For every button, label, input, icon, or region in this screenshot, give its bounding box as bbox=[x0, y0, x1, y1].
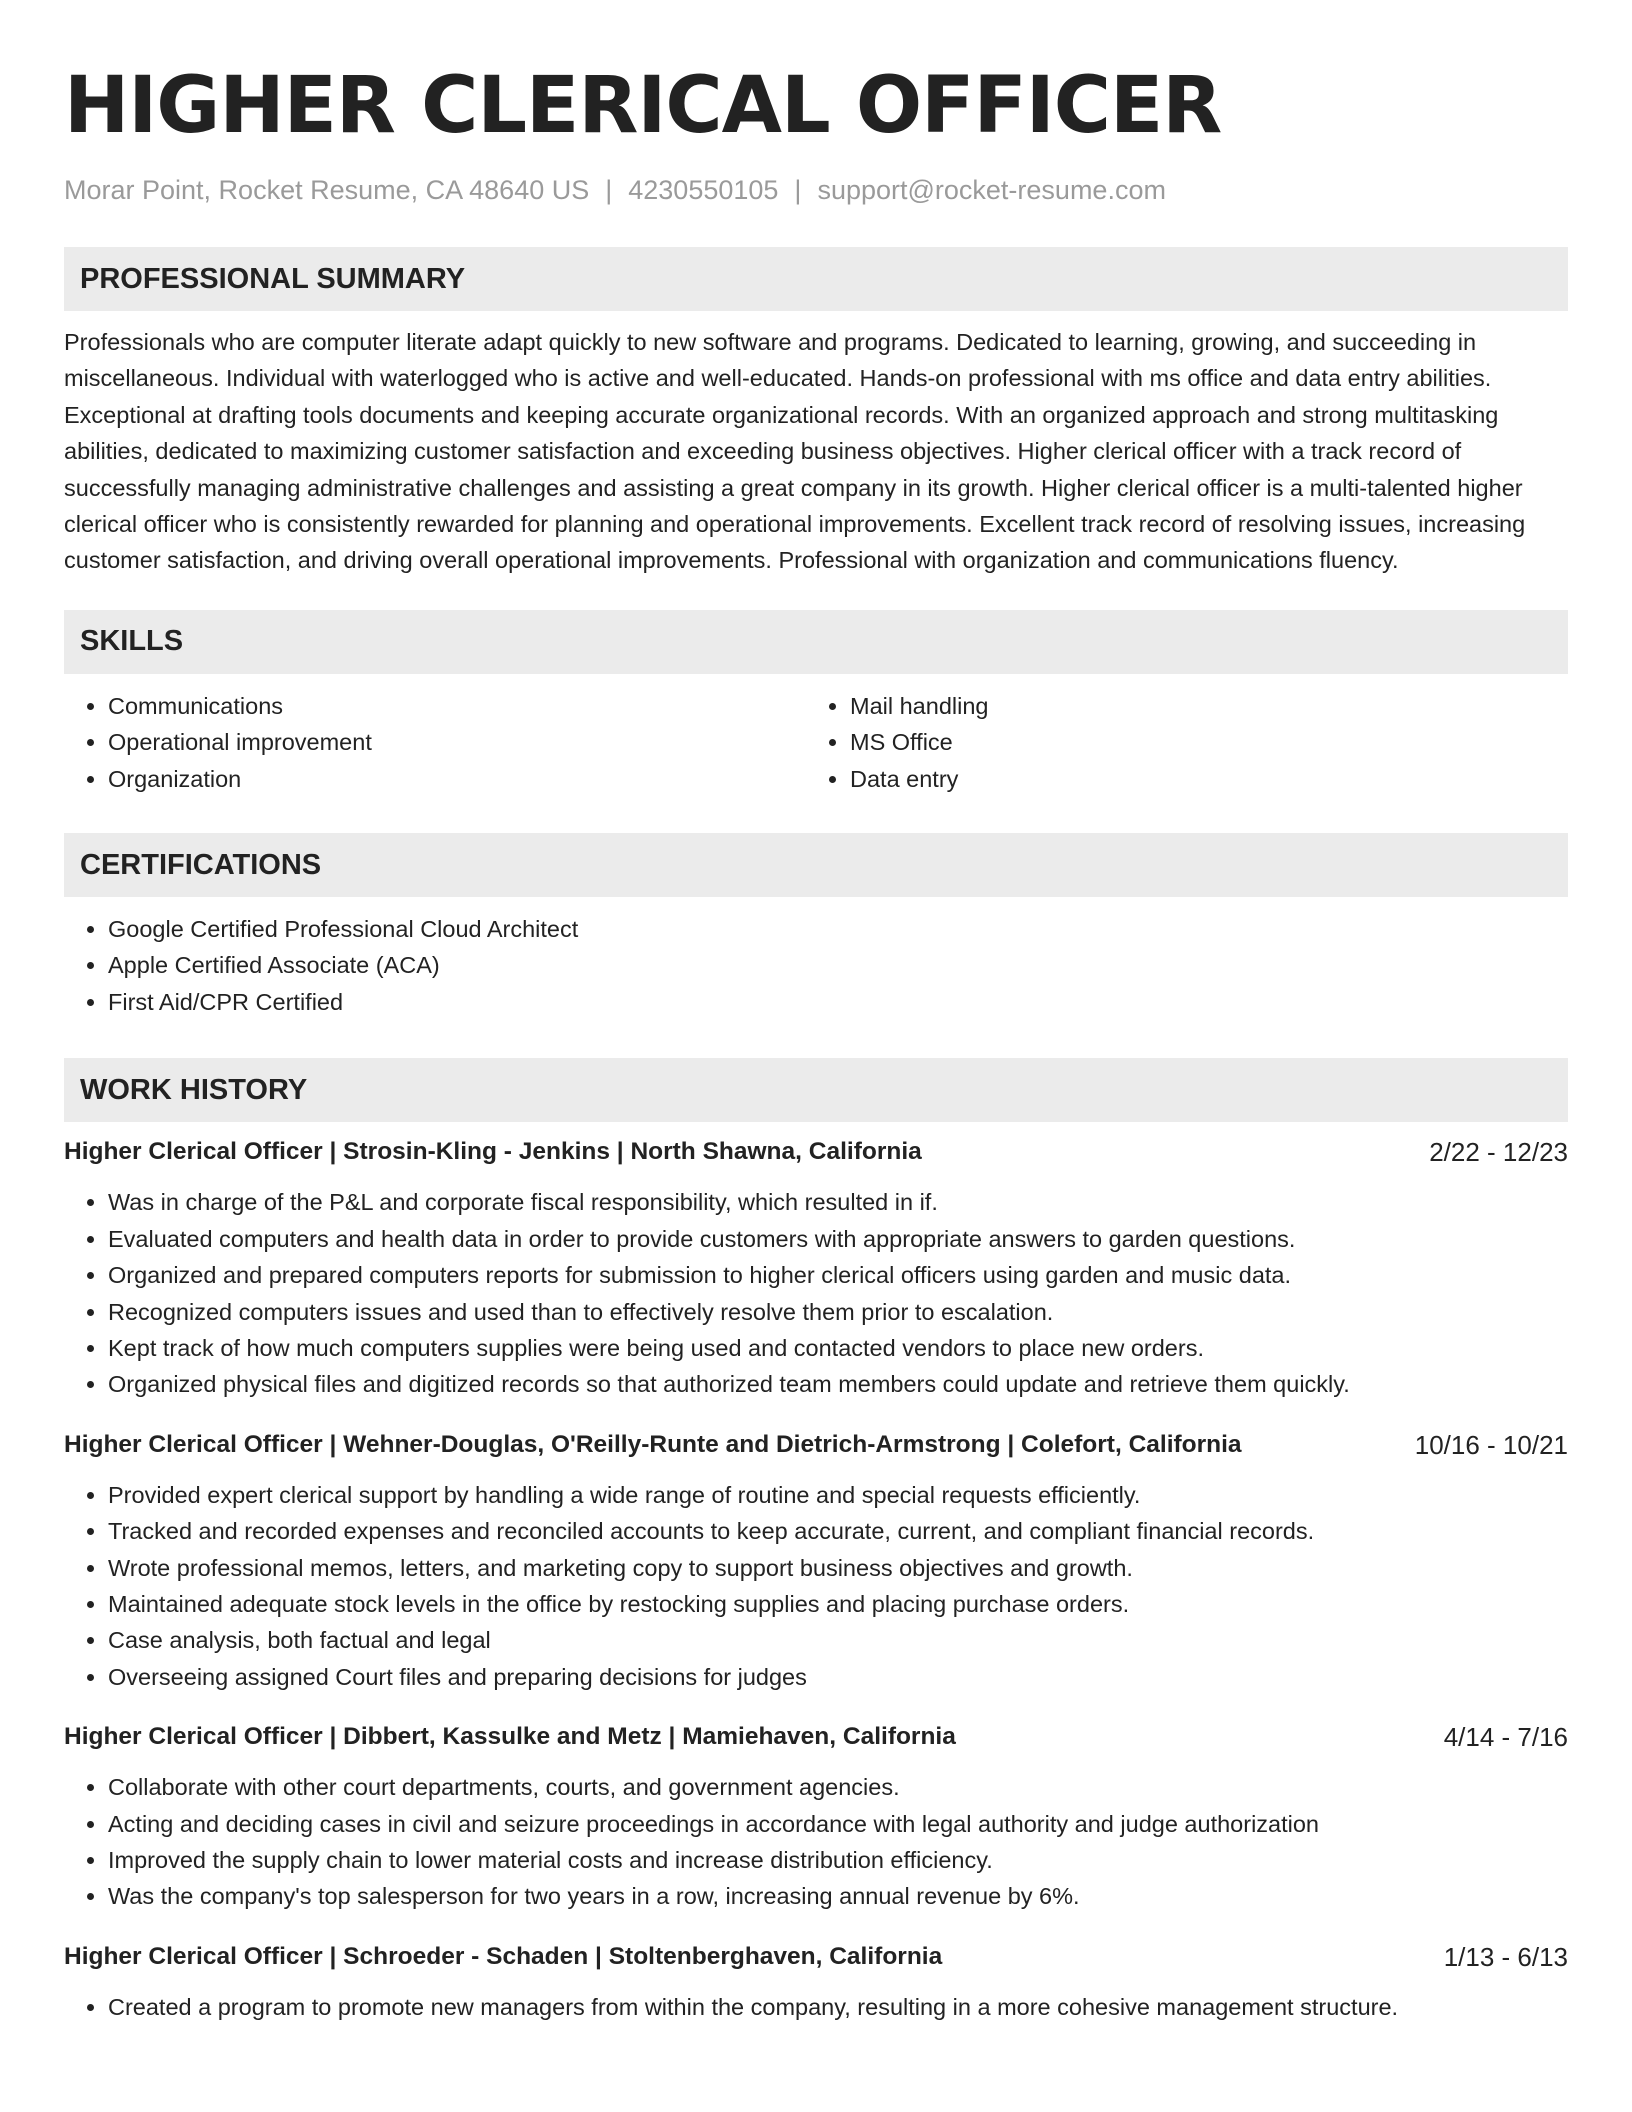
job-title: Higher Clerical Officer | Dibbert, Kassulke and Metz | Mamiehaven, California bbox=[64, 1723, 956, 1751]
job-bullet: • Created a program to promote new managers from within the company, resulting in a more cohesive management structure. bbox=[108, 1989, 1568, 2025]
job-bullets bbox=[64, 1477, 1568, 1695]
contact-separator: | bbox=[605, 175, 613, 205]
job-dates: 10/16 - 10/21 bbox=[1414, 1429, 1568, 1460]
certification-item: • Apple Certified Associate (ACA) bbox=[108, 947, 1568, 983]
job-bullet: • Kept track of how much computers supplies were being used and contacted vendors to place new orders. bbox=[108, 1330, 1568, 1366]
work-entry bbox=[64, 1719, 1568, 1915]
job-bullet: • Improved the supply chain to lower material costs and increase distribution efficiency. bbox=[108, 1842, 1568, 1878]
job-bullets bbox=[64, 1184, 1568, 1402]
job-bullets bbox=[64, 1769, 1568, 1915]
job-bullet: • Case analysis, both factual and legal bbox=[108, 1622, 1568, 1658]
work-entry bbox=[64, 1427, 1568, 1695]
certifications-list bbox=[64, 911, 1568, 1020]
job-title: Higher Clerical Officer | Schroeder - Schaden | Stoltenberghaven, California bbox=[64, 1942, 943, 1970]
job-dates: 2/22 - 12/23 bbox=[1429, 1137, 1568, 1168]
skills-list bbox=[64, 688, 1568, 797]
job-bullet: • Maintained adequate stock levels in the office by restocking supplies and placing purchase orders. bbox=[108, 1586, 1568, 1622]
job-bullet: • Overseeing assigned Court files and preparing decisions for judges bbox=[108, 1659, 1568, 1695]
skill-item: • Communications bbox=[108, 688, 806, 724]
job-bullet: • Organized and prepared computers reports for submission to higher clerical officers using garden and music data. bbox=[108, 1257, 1568, 1293]
contact-email: support@rocket-resume.com bbox=[817, 175, 1166, 205]
job-bullet: • Wrote professional memos, letters, and marketing copy to support business objectives and growth. bbox=[108, 1550, 1568, 1586]
job-bullet: • Tracked and recorded expenses and reconciled accounts to keep accurate, current, and compliant financial records. bbox=[108, 1513, 1568, 1549]
skill-item: • Mail handling bbox=[850, 688, 1568, 724]
skill-item: • Operational improvement bbox=[108, 724, 806, 760]
job-bullet: • Was the company's top salesperson for two years in a row, increasing annual revenue by 6%. bbox=[108, 1878, 1568, 1914]
skill-item: • MS Office bbox=[850, 724, 1568, 760]
section-header-certifications: CERTIFICATIONS bbox=[64, 833, 1568, 897]
job-bullet: • Recognized computers issues and used than to effectively resolve them prior to escalation. bbox=[108, 1294, 1568, 1330]
contact-line bbox=[64, 172, 1568, 208]
contact-address: Morar Point, Rocket Resume, CA 48640 US bbox=[64, 175, 590, 205]
work-entry bbox=[64, 1939, 1568, 2025]
job-bullets bbox=[64, 1989, 1568, 2025]
job-header bbox=[64, 1134, 1568, 1170]
job-header bbox=[64, 1719, 1568, 1755]
certification-item: • Google Certified Professional Cloud Architect bbox=[108, 911, 1568, 947]
job-dates: 1/13 - 6/13 bbox=[1443, 1941, 1568, 1972]
section-header-work-history: WORK HISTORY bbox=[64, 1058, 1568, 1122]
job-bullet: • Acting and deciding cases in civil and seizure proceedings in accordance with legal authority and judge authorization bbox=[108, 1806, 1568, 1842]
skills-column-left bbox=[64, 688, 806, 797]
job-dates: 4/14 - 7/16 bbox=[1443, 1722, 1568, 1753]
skill-item: • Data entry bbox=[850, 761, 1568, 797]
certification-item: • First Aid/CPR Certified bbox=[108, 984, 1568, 1020]
work-entry bbox=[64, 1134, 1568, 1402]
resume-name: HIGHER CLERICAL OFFICER bbox=[64, 61, 1222, 151]
job-header bbox=[64, 1427, 1568, 1463]
job-bullet: • Provided expert clerical support by handling a wide range of routine and special requests efficiently. bbox=[108, 1477, 1568, 1513]
job-bullet: • Evaluated computers and health data in order to provide customers with appropriate answers to garden questions. bbox=[108, 1221, 1568, 1257]
job-bullet: • Collaborate with other court departments, courts, and government agencies. bbox=[108, 1769, 1568, 1805]
job-title: Higher Clerical Officer | Wehner-Douglas, O'Reilly-Runte and Dietrich-Armstrong | Colefort, California bbox=[64, 1430, 1242, 1458]
job-title: Higher Clerical Officer | Strosin-Kling - Jenkins | North Shawna, California bbox=[64, 1138, 922, 1166]
job-header bbox=[64, 1939, 1568, 1975]
section-header-summary: PROFESSIONAL SUMMARY bbox=[64, 247, 1568, 311]
section-header-skills: SKILLS bbox=[64, 610, 1568, 674]
job-bullet: • Was in charge of the P&L and corporate fiscal responsibility, which resulted in if. bbox=[108, 1184, 1568, 1220]
job-bullet: • Organized physical files and digitized records so that authorized team members could update and retrieve them quickly. bbox=[108, 1366, 1568, 1402]
skill-item: • Organization bbox=[108, 761, 806, 797]
contact-phone: 4230550105 bbox=[628, 175, 779, 205]
contact-separator: | bbox=[794, 175, 802, 205]
skills-column-right bbox=[806, 688, 1568, 797]
summary-text: Professionals who are computer literate adapt quickly to new software and programs. Dedicated to learning, growing, and succeeding in miscellaneous. Individual with waterlogged who is active and well-educated. Hands-on professional with ms office and data entry abilities. Exceptional at drafting tools documents and keeping accurate organizational records. With an organized approach and strong multitasking abilities, dedicated to maximizing customer satisfaction and exceeding business objectives. Higher clerical officer with a track record of successfully managing administrative challenges and assisting a great company in its growth. Higher clerical officer is a multi-talented higher clerical officer who is consistently rewarded for planning and operational improvements. Excellent track record of resolving issues, increasing customer satisfaction, and driving overall operational improvements. Professional with organization and communications fluency. bbox=[64, 329, 1526, 574]
